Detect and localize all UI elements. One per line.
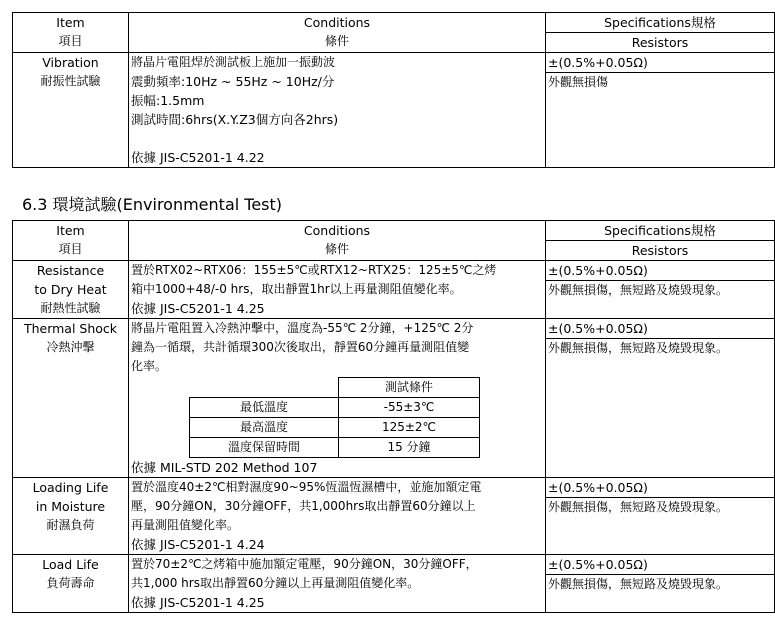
inner-header-row [190, 378, 480, 398]
reference-line: 依據 JIS-C5201-1 4.25 [131, 595, 265, 610]
condition-line: 再量測阻值變化率。 [131, 518, 240, 532]
item-header [13, 13, 129, 53]
conditions-header [129, 221, 546, 261]
inner-row [190, 438, 480, 458]
spec-cell [546, 555, 775, 613]
table-row [13, 555, 775, 613]
item-name-en: in Moisture [35, 499, 106, 514]
spec-cell [546, 478, 775, 555]
test-condition-table [189, 377, 480, 458]
conditions-cell [129, 53, 546, 168]
item-cell [13, 53, 129, 168]
spec-header [546, 221, 775, 261]
reference-line: 依據 JIS-C5201-1 4.25 [131, 301, 265, 316]
conditions-cell [129, 261, 546, 319]
table-row [13, 478, 775, 555]
item-header-en: Item [56, 15, 85, 30]
conditions-header [129, 13, 546, 53]
resistors-header: Resistors [631, 243, 689, 258]
condition-line: 將晶片電阻焊於測試板上施加一振動波 [131, 55, 336, 69]
conditions-header-zh: 條件 [324, 242, 349, 256]
condition-line: 壓，90分鐘ON，30分鐘OFF，共1,000hrs取出靜置60分鐘以上 [131, 499, 476, 513]
spec-value: ±(0.5%+0.05Ω) [546, 261, 774, 281]
inner-value: 125±2℃ [339, 418, 480, 438]
spec-cell [546, 319, 775, 478]
item-name-zh: 耐熱性試驗 [40, 301, 101, 315]
item-cell [13, 555, 129, 613]
item-name-en: Loading Life [32, 480, 109, 495]
spec-header [546, 13, 775, 53]
inner-row [190, 418, 480, 438]
reference-line: 依據 JIS-C5201-1 4.24 [131, 537, 265, 552]
condition-line: 振幅:1.5mm [131, 93, 205, 108]
item-header-zh: 項目 [58, 242, 83, 256]
table-row [13, 319, 775, 478]
spec-note: 外觀無損傷，無短路及燒毀現象。 [548, 341, 729, 355]
inner-header: 測試條件 [339, 378, 480, 398]
condition-line: 共1,000 hrs取出靜置60分鐘以上再量測阻值變化率。 [131, 576, 420, 590]
condition-line: 置於70±2℃之烤箱中施加額定電壓，90分鐘ON，30分鐘OFF， [131, 557, 478, 571]
spec-note: 外觀無損傷 [548, 75, 609, 89]
item-name-zh: 耐振性試驗 [40, 74, 101, 88]
inner-value: 15 分鐘 [339, 438, 480, 458]
spec-note: 外觀無損傷，無短路及燒毀現象。 [548, 283, 729, 297]
reference-line: 依據 JIS-C5201-1 4.22 [131, 150, 265, 165]
reference-line: 依據 MIL-STD 202 Method 107 [131, 460, 318, 475]
item-name-zh: 冷熱沖擊 [46, 340, 95, 354]
inner-row [190, 398, 480, 418]
item-name-en: to Dry Heat [34, 282, 107, 297]
condition-line: 測試時間:6hrs(X.Y.Z3個方向各2hrs) [131, 112, 339, 127]
condition-line: 箱中1000+48/-0 hrs，取出靜置1hr以上再量測阻值變化率。 [131, 282, 462, 296]
inner-label: 溫度保留時間 [190, 438, 339, 458]
resistors-header: Resistors [631, 35, 689, 50]
spec-cell [546, 261, 775, 319]
item-cell [13, 319, 129, 478]
spec-cell [546, 53, 775, 168]
environmental-test-table [12, 220, 775, 613]
vibration-test-table [12, 12, 775, 168]
conditions-header-zh: 條件 [324, 34, 349, 48]
spec-header-label: Specifications規格 [546, 13, 774, 33]
conditions-header-en: Conditions [303, 223, 371, 238]
item-name-en: Load Life [42, 557, 99, 572]
inner-label: 最高溫度 [190, 418, 339, 438]
spec-value: ±(0.5%+0.05Ω) [546, 319, 774, 339]
item-header-en: Item [56, 223, 85, 238]
conditions-header-en: Conditions [303, 15, 371, 30]
table-header-row [13, 221, 775, 261]
inner-label: 最低溫度 [190, 398, 339, 418]
table-header-row [13, 13, 775, 53]
condition-line: 將晶片電阻置入冷熱沖擊中，溫度為-55℃ 2分鐘，+125℃ 2分 [131, 321, 474, 335]
spec-note: 外觀無損傷，無短路及燒毀現象。 [548, 577, 729, 591]
conditions-cell [129, 478, 546, 555]
item-name-zh: 耐濕負荷 [46, 518, 95, 532]
conditions-cell [129, 319, 546, 478]
inner-value: -55±3℃ [339, 398, 480, 418]
item-name-en: Thermal Shock [23, 321, 118, 336]
conditions-cell [129, 555, 546, 613]
item-cell [13, 478, 129, 555]
item-name-en: Vibration [42, 55, 99, 70]
item-header-zh: 項目 [58, 34, 83, 48]
table-row [13, 261, 775, 319]
condition-line: 置於RTX02~RTX06：155±5℃或RTX12~RTX25：125±5℃之烤 [131, 263, 497, 277]
condition-line: 化率。 [131, 359, 168, 373]
spec-note: 外觀無損傷，無短路及燒毀現象。 [548, 500, 729, 514]
condition-line: 置於溫度40±2℃相對濕度90~95%恆溫恆濕槽中，並施加額定電 [131, 480, 482, 494]
condition-line: 鐘為一循環，共計循環300次後取出，靜置60分鐘再量測阻值變 [131, 340, 470, 354]
item-cell [13, 261, 129, 319]
spec-header-label: Specifications規格 [546, 221, 774, 241]
item-header [13, 221, 129, 261]
spec-value: ±(0.5%+0.05Ω) [546, 555, 774, 575]
item-name-en: Resistance [36, 263, 105, 278]
table-row [13, 53, 775, 168]
section-heading: 6.3 環境試驗(Environmental Test) [22, 195, 283, 214]
spec-value: ±(0.5%+0.05Ω) [546, 53, 774, 73]
spec-value: ±(0.5%+0.05Ω) [546, 478, 774, 498]
item-name-zh: 負荷壽命 [46, 576, 95, 590]
condition-line: 震動頻率:10Hz ~ 55Hz ~ 10Hz/分 [131, 74, 335, 89]
